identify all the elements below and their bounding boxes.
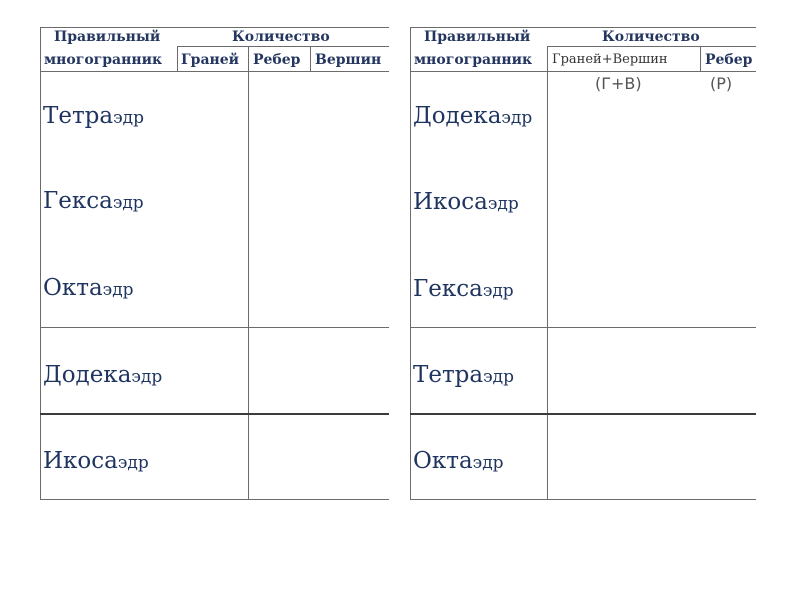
column-divider — [547, 46, 548, 500]
column-divider — [177, 46, 178, 72]
header-polyhedron-line2: многогранник — [44, 52, 163, 68]
header-edges: Ребер — [705, 52, 753, 68]
header-polyhedron-line1: Правильный — [54, 29, 161, 45]
header-polyhedron-line2: многогранник — [414, 52, 533, 68]
header-edges: Ребер — [253, 52, 301, 68]
polyhedron-name: Тетраэдр — [413, 362, 514, 388]
table-border-bottom — [40, 499, 389, 500]
polyhedron-name: Гексаэдр — [43, 188, 144, 214]
row-separator — [410, 413, 756, 415]
polyhedron-name: Тетраэдр — [43, 103, 144, 129]
header-vertices: Вершин — [315, 52, 382, 68]
table-border-top — [40, 27, 389, 28]
polyhedron-name: Икосаэдр — [43, 448, 149, 474]
column-divider — [248, 46, 249, 500]
group-header-separator — [177, 46, 389, 47]
table-border-bottom — [410, 499, 756, 500]
formula-faces-plus-vertices: (Г+В) — [595, 74, 642, 93]
polyhedron-name: Октаэдр — [413, 448, 504, 474]
header-quantity: Количество — [232, 29, 330, 45]
formula-edges: (Р) — [710, 74, 733, 93]
header-faces: Граней — [181, 52, 240, 68]
column-divider — [700, 46, 701, 72]
header-quantity: Количество — [602, 29, 700, 45]
left-polyhedra-table — [40, 27, 389, 500]
table-border-left — [410, 27, 411, 500]
polyhedron-name: Октаэдр — [43, 275, 134, 301]
header-polyhedron-line1: Правильный — [424, 29, 531, 45]
polyhedron-name: Додекаэдр — [43, 362, 163, 388]
group-header-separator — [547, 46, 756, 47]
row-separator — [40, 413, 389, 415]
table-border-top — [410, 27, 756, 28]
header-faces-plus-vertices: Граней+Вершин — [552, 52, 668, 67]
polyhedron-name: Икосаэдр — [413, 189, 519, 215]
row-separator — [410, 327, 756, 328]
right-polyhedra-table — [410, 27, 756, 500]
row-separator — [40, 327, 389, 328]
polyhedron-name: Додекаэдр — [413, 103, 533, 129]
column-divider — [310, 46, 311, 72]
header-separator — [410, 71, 756, 72]
polyhedron-name: Гексаэдр — [413, 276, 514, 302]
table-border-left — [40, 27, 41, 500]
header-separator — [40, 71, 389, 72]
